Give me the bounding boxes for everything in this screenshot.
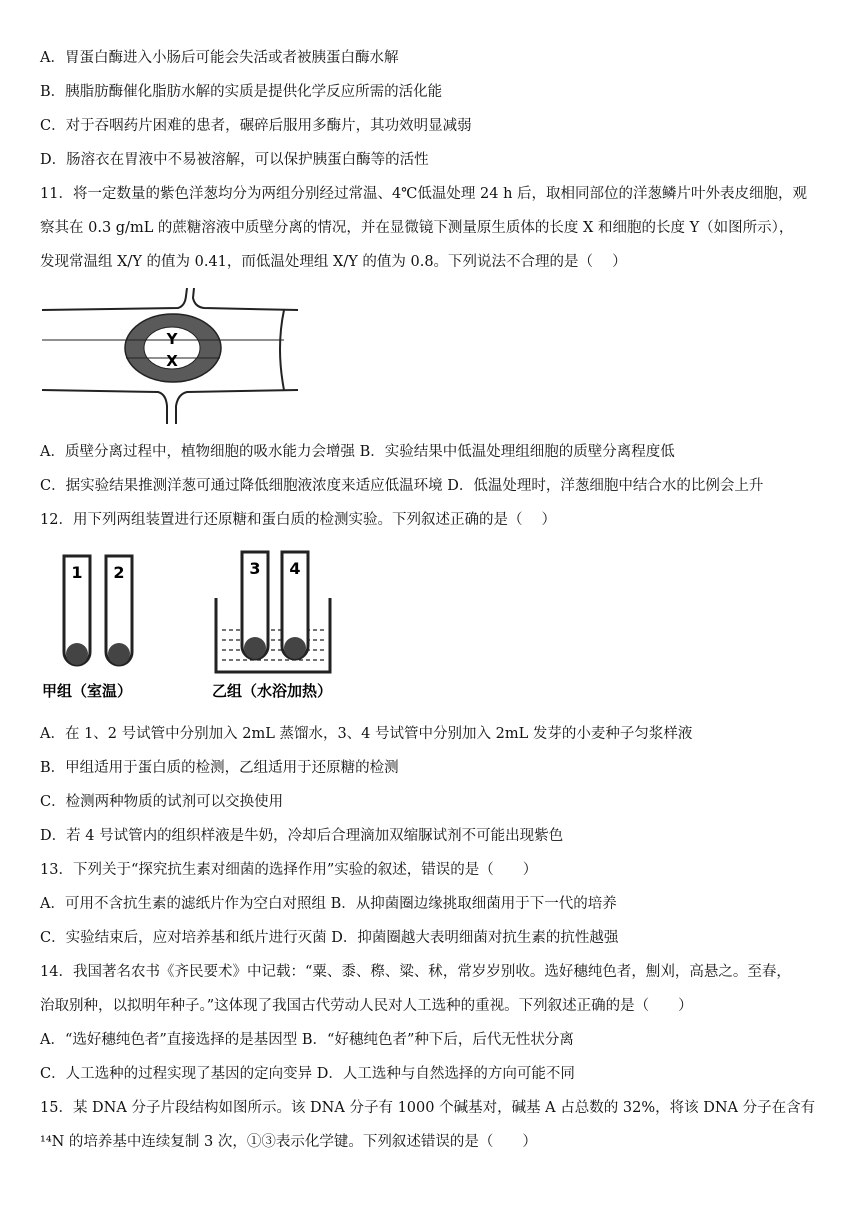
tube-2-label: 2	[113, 563, 125, 582]
q13-stem: 13．下列关于“探究抗生素对细菌的选择作用”实验的叙述，错误的是（ ）	[40, 862, 538, 878]
q14-stem-line-1: 14．我国著名农书《齐民要术》中记载：“粟、黍、穄、粱、秫，常岁岁别收。选好穗纯色者，劁刈，高悬之。至春，	[40, 964, 791, 980]
q13-options-ab: A．可用不含抗生素的滤纸片作为空白对照组 B．从抑菌圈边缘挑取细菌用于下一代的培养	[40, 896, 617, 912]
figure-label-x: X	[166, 352, 178, 370]
q12-option-b: B．甲组适用于蛋白质的检测，乙组适用于还原糖的检测	[40, 760, 399, 776]
q11-stem-line-1: 11．将一定数量的紫色洋葱均分为两组分别经过常温、4℃低温处理 24 h 后，取相同部位的洋葱鳞片叶外表皮细胞，观	[40, 186, 808, 202]
q12-option-a: A．在 1、2 号试管中分别加入 2mL 蒸馏水，3、4 号试管中分别加入 2mL 发芽的小麦种子匀浆样液	[40, 726, 693, 742]
q15-stem-line-1: 15．某 DNA 分子片段结构如图所示。该 DNA 分子有 1000 个碱基对，碱基 A 占总数的 32%，将该 DNA 分子在含有	[40, 1100, 816, 1116]
q11-stem-line-3: 发现常温组 X/Y 的值为 0.41，而低温处理组 X/Y 的值为 0.8。下列说法不合理的是（ ）	[40, 254, 627, 270]
q12-option-d: D．若 4 号试管内的组织样液是牛奶，冷却后合理滴加双缩脲试剂不可能出现紫色	[40, 828, 564, 844]
q10-option-c: C．对于吞咽药片困难的患者，碾碎后服用多酶片，其功效明显减弱	[40, 118, 472, 134]
q15-stem-line-2: ¹⁴N 的培养基中连续复制 3 次，①③表示化学键。下列叙述错误的是（ ）	[40, 1134, 537, 1150]
group-a-caption: 甲组（室温）	[42, 682, 133, 700]
q11-options-ab: A．质壁分离过程中，植物细胞的吸水能力会增强 B．实验结果中低温处理组细胞的质壁分离程度低	[40, 444, 675, 460]
q13-options-cd: C．实验结束后，应对培养基和纸片进行灭菌 D．抑菌圈越大表明细菌对抗生素的抗性越强	[40, 930, 619, 946]
tube-1-label: 1	[71, 563, 83, 582]
group-b-caption: 乙组（水浴加热）	[212, 682, 333, 700]
q14-options-ab: A．“选好穗纯色者”直接选择的是基因型 B．“好穗纯色者”种下后，后代无性状分离	[40, 1032, 574, 1048]
test-tube-figure	[40, 548, 360, 704]
figure-label-y: Y	[166, 330, 178, 348]
plasmolysis-cell-figure	[40, 288, 300, 424]
q14-options-cd: C．人工选种的过程实现了基因的定向变异 D．人工选种与自然选择的方向可能不同	[40, 1066, 575, 1082]
tube-4-label: 4	[289, 559, 301, 578]
q14-stem-line-2: 治取别种，以拟明年种子。”这体现了我国古代劳动人民对人工选种的重视。下列叙述正确的是（ ）	[40, 998, 693, 1014]
q12-option-c: C．检测两种物质的试剂可以交换使用	[40, 794, 284, 810]
tube-3-label: 3	[249, 559, 261, 578]
q10-option-b: B．胰脂肪酶催化脂肪水解的实质是提供化学反应所需的活化能	[40, 84, 443, 100]
q12-stem: 12．用下列两组装置进行还原糖和蛋白质的检测实验。下列叙述正确的是（ ）	[40, 512, 557, 528]
q10-option-a: A．胃蛋白酶进入小肠后可能会失活或者被胰蛋白酶水解	[40, 50, 399, 66]
q10-option-d: D．肠溶衣在胃液中不易被溶解，可以保护胰蛋白酶等的活性	[40, 152, 429, 168]
q11-stem-line-2: 察其在 0.3 g/mL 的蔗糖溶液中质壁分离的情况，并在显微镜下测量原生质体的长度 X 和细胞的长度 Y（如图所示），	[40, 220, 794, 236]
q11-options-cd: C．据实验结果推测洋葱可通过降低细胞液浓度来适应低温环境 D．低温处理时，洋葱细胞中结合水的比例会上升	[40, 478, 764, 494]
